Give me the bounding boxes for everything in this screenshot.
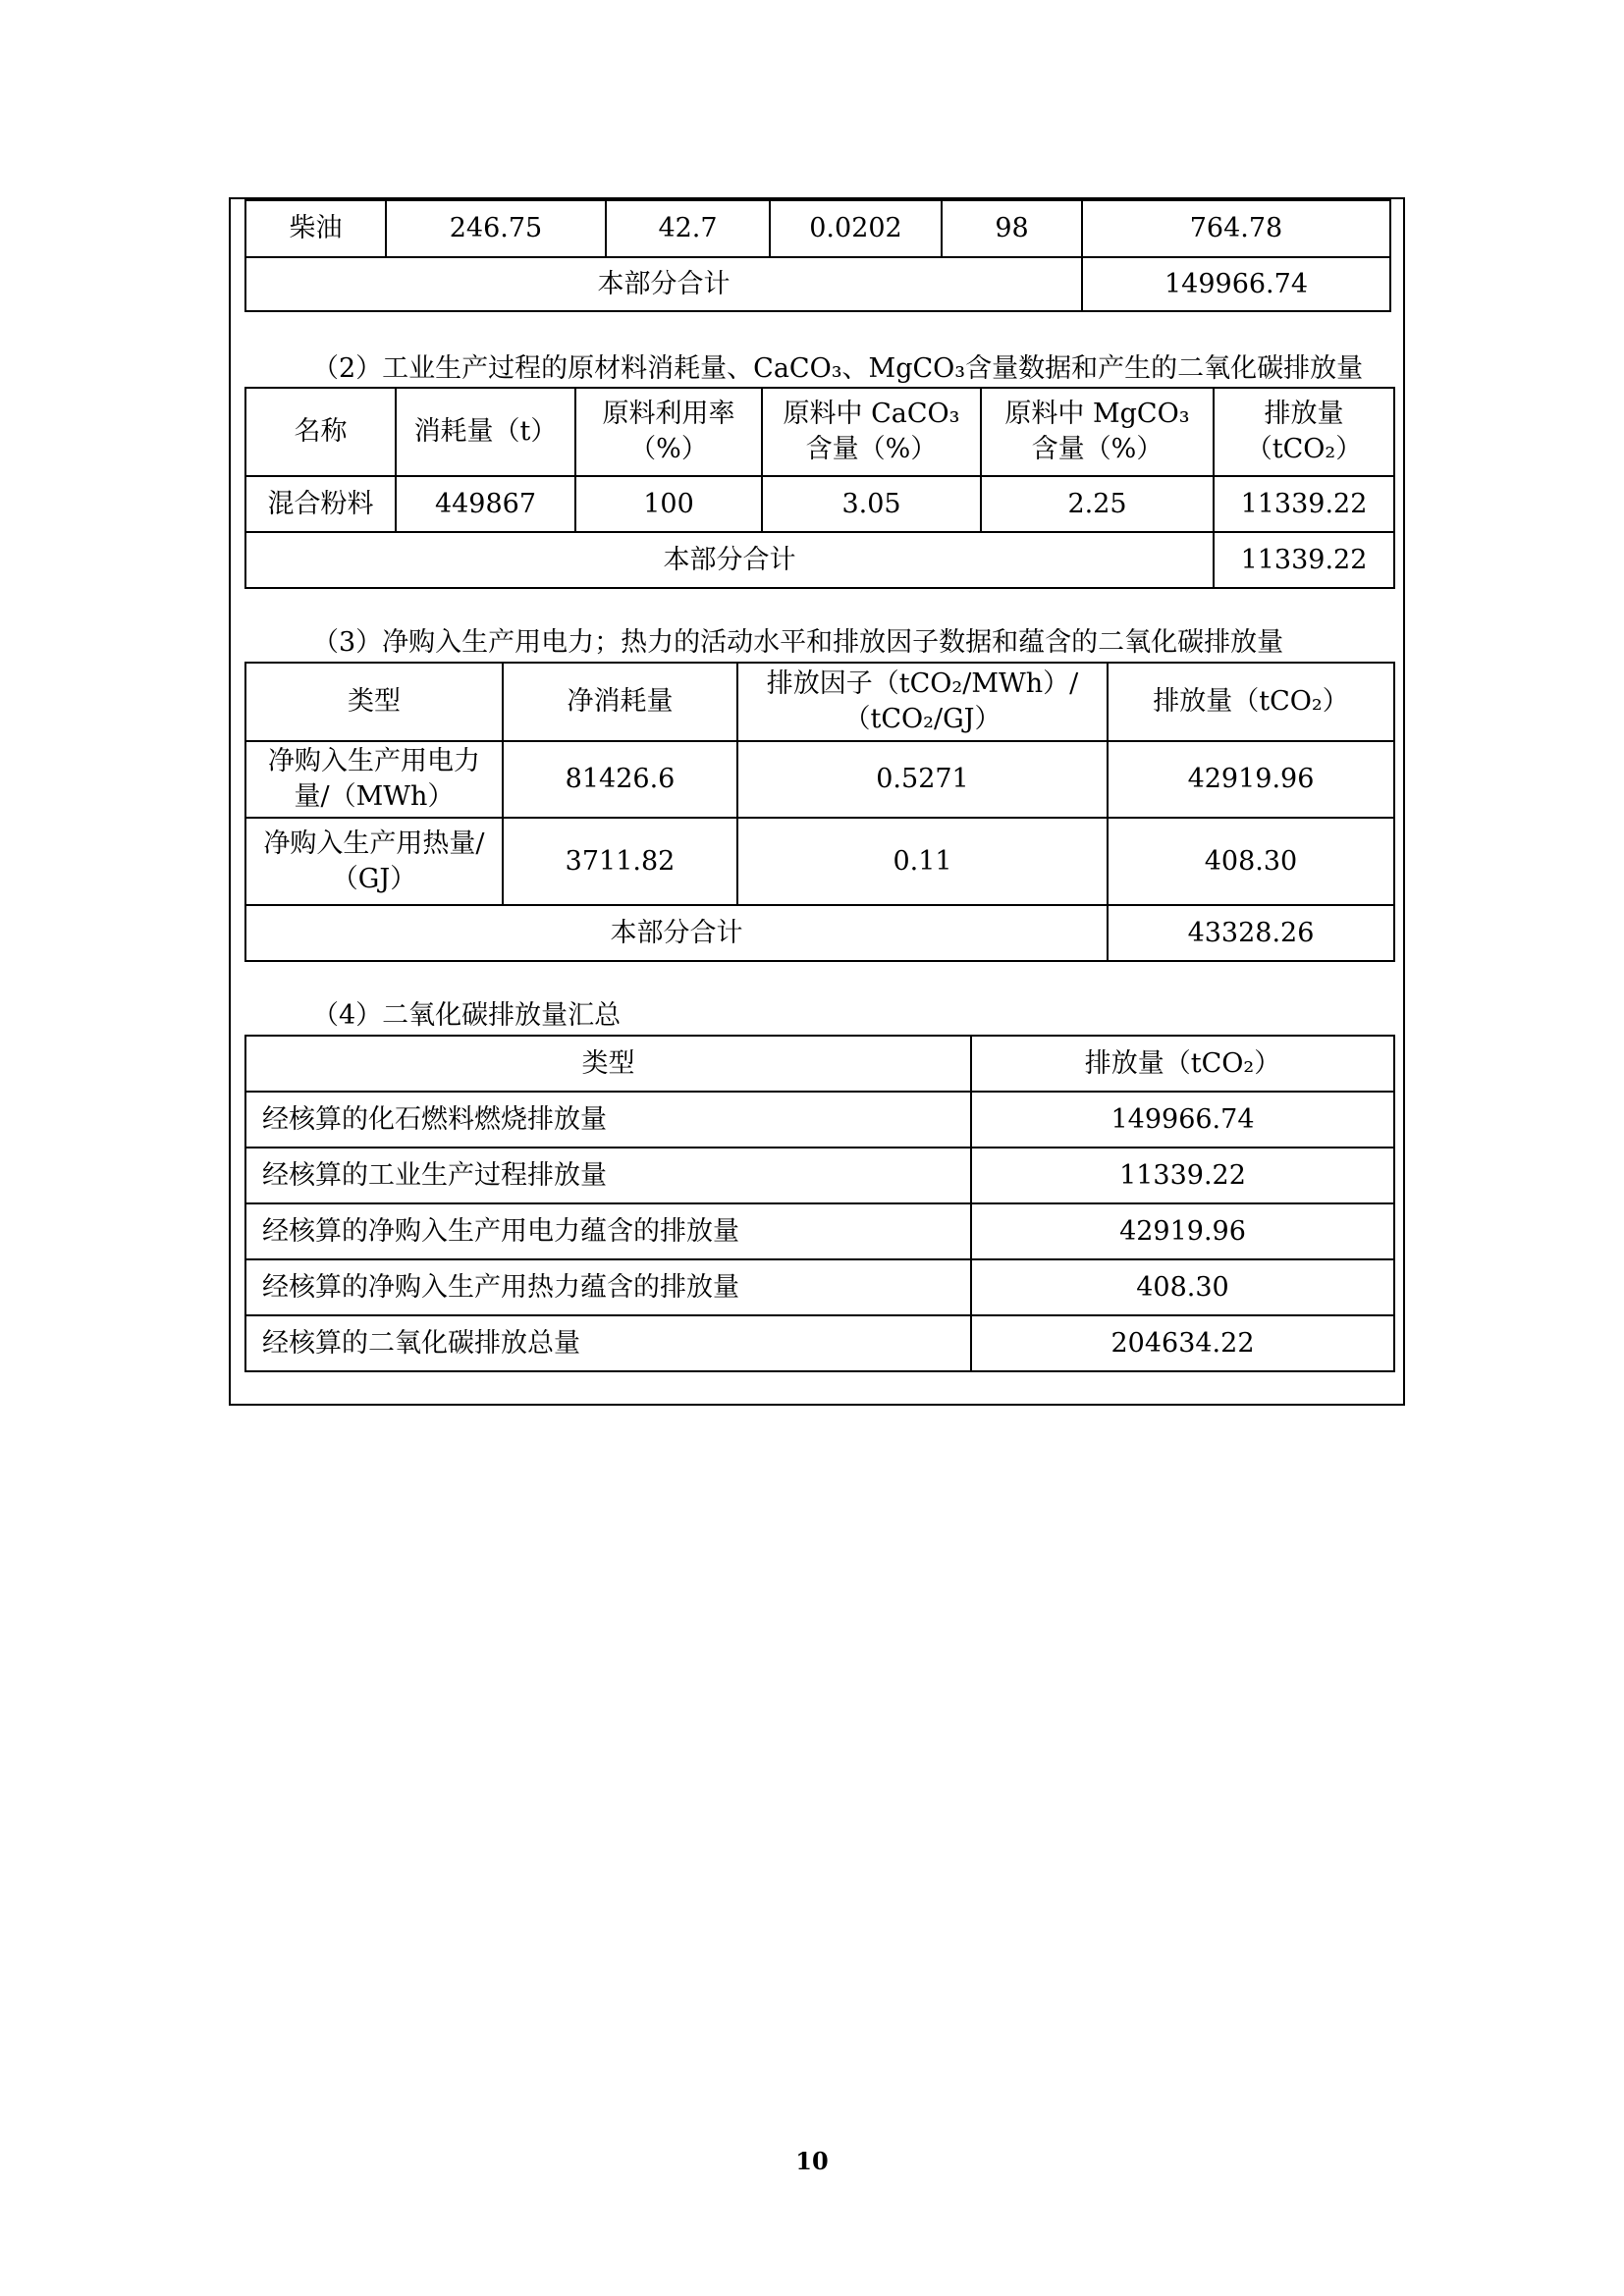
table-row — [245, 476, 1394, 532]
table-row — [245, 741, 1394, 818]
subtotal-value: 11339.22 — [1214, 532, 1394, 588]
subtotal-value: 43328.26 — [1108, 905, 1394, 961]
table-cell: 混合粉料 — [245, 476, 396, 532]
process-table — [244, 387, 1395, 589]
table-cell: 449867 — [396, 476, 575, 532]
summary-label: 经核算的二氧化碳排放总量 — [245, 1315, 971, 1371]
energy-table — [244, 662, 1395, 962]
table-cell: 0.5271 — [737, 741, 1108, 818]
table-cell: 42.7 — [606, 200, 770, 257]
column-header: 排放量（tCO₂） — [971, 1036, 1394, 1092]
fuel-table — [244, 199, 1391, 312]
page-number: 10 — [795, 2147, 829, 2175]
summary-label: 经核算的净购入生产用电力蕴含的排放量 — [245, 1203, 971, 1259]
section-2-title: （2）工业生产过程的原材料消耗量、CaCO₃、MgCO₃含量数据和产生的二氧化碳排放量 — [312, 353, 1364, 384]
subtotal-label: 本部分合计 — [245, 257, 1082, 311]
column-header: 原料利用率（%） — [575, 388, 762, 476]
table-cell: 246.75 — [386, 200, 606, 257]
table-cell: 0.11 — [737, 818, 1108, 905]
table-cell: 0.0202 — [770, 200, 942, 257]
summary-label: 经核算的化石燃料燃烧排放量 — [245, 1092, 971, 1148]
table-row — [245, 1259, 1394, 1315]
subtotal-label: 本部分合计 — [245, 905, 1108, 961]
subtotal-row — [245, 905, 1394, 961]
fuel-name: 柴油 — [245, 200, 386, 257]
table-row — [245, 1315, 1394, 1371]
table-cell: 净购入生产用热量/（GJ） — [245, 818, 503, 905]
table-cell: 81426.6 — [503, 741, 737, 818]
header-row — [245, 663, 1394, 741]
table-row — [245, 1148, 1394, 1203]
summary-table — [244, 1035, 1395, 1372]
section-4-title: （4）二氧化碳排放量汇总 — [312, 1000, 622, 1031]
column-header: 原料中 CaCO₃ 含量（%） — [762, 388, 981, 476]
summary-value: 408.30 — [971, 1259, 1394, 1315]
table-row — [245, 1203, 1394, 1259]
column-header: 类型 — [245, 1036, 971, 1092]
column-header: 名称 — [245, 388, 396, 476]
table-cell: 11339.22 — [1214, 476, 1394, 532]
column-header: 净消耗量 — [503, 663, 737, 741]
table-cell: 100 — [575, 476, 762, 532]
table-cell: 净购入生产用电力量/（MWh） — [245, 741, 503, 818]
summary-value: 149966.74 — [971, 1092, 1394, 1148]
summary-value: 11339.22 — [971, 1148, 1394, 1203]
table-cell: 3711.82 — [503, 818, 737, 905]
summary-label: 经核算的工业生产过程排放量 — [245, 1148, 971, 1203]
column-header: 原料中 MgCO₃ 含量（%） — [981, 388, 1214, 476]
subtotal-row — [245, 257, 1390, 311]
table-cell: 3.05 — [762, 476, 981, 532]
table-cell: 2.25 — [981, 476, 1214, 532]
column-header: 消耗量（t） — [396, 388, 575, 476]
column-header: 排放量（tCO₂） — [1108, 663, 1394, 741]
subtotal-row — [245, 532, 1394, 588]
table-cell: 98 — [942, 200, 1082, 257]
subtotal-label: 本部分合计 — [245, 532, 1214, 588]
summary-value: 42919.96 — [971, 1203, 1394, 1259]
table-cell: 764.78 — [1082, 200, 1390, 257]
table-cell: 42919.96 — [1108, 741, 1394, 818]
subtotal-value: 149966.74 — [1082, 257, 1390, 311]
table-row — [245, 200, 1390, 257]
header-row — [245, 1036, 1394, 1092]
table-row — [245, 818, 1394, 905]
table-cell: 408.30 — [1108, 818, 1394, 905]
column-header: 类型 — [245, 663, 503, 741]
column-header: 排放因子（tCO₂/MWh）/（tCO₂/GJ） — [737, 663, 1108, 741]
summary-label: 经核算的净购入生产用热力蕴含的排放量 — [245, 1259, 971, 1315]
column-header: 排放量（tCO₂） — [1214, 388, 1394, 476]
summary-value: 204634.22 — [971, 1315, 1394, 1371]
table-row — [245, 1092, 1394, 1148]
section-3-title: （3）净购入生产用电力；热力的活动水平和排放因子数据和蕴含的二氧化碳排放量 — [312, 627, 1284, 658]
header-row — [245, 388, 1394, 476]
